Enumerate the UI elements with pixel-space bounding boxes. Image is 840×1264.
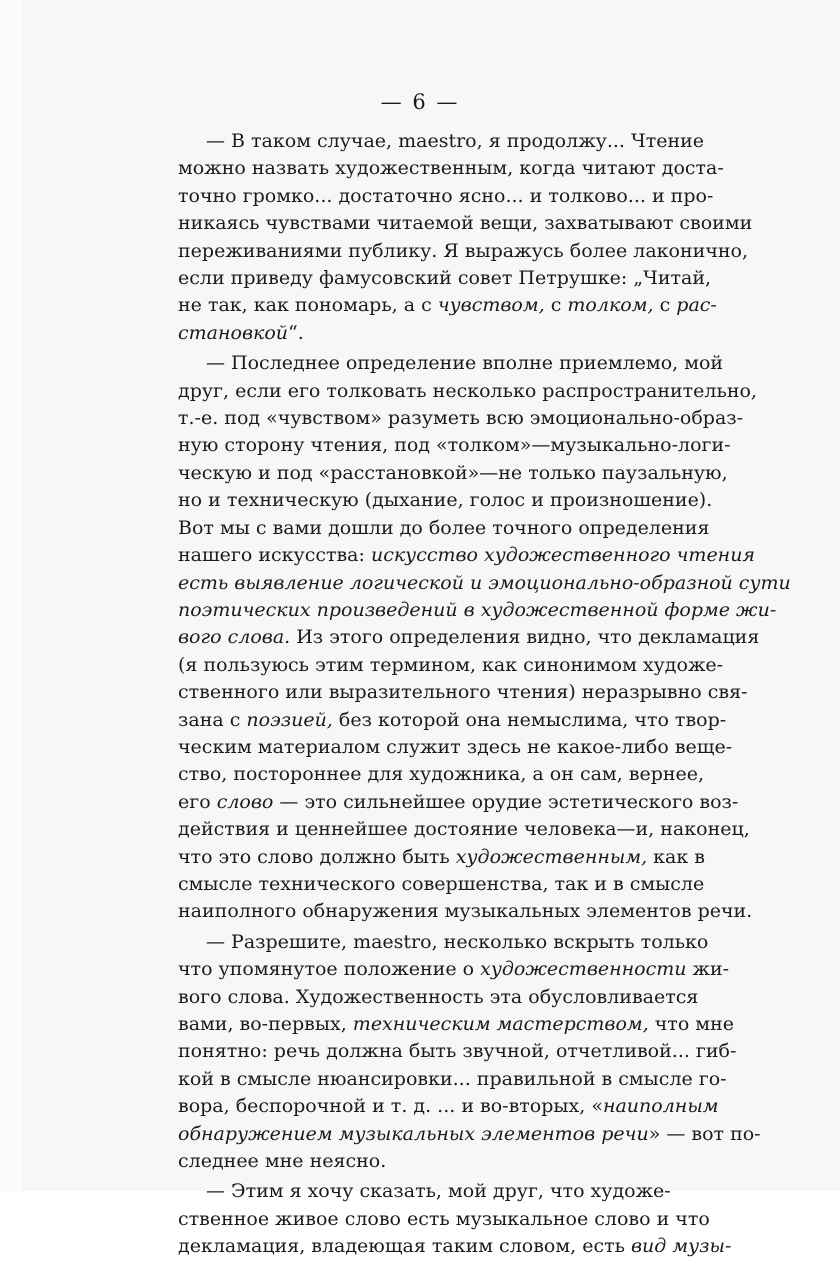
page-number: — 6 — <box>380 90 460 114</box>
body-text <box>150 128 791 1264</box>
italic-run: поэтических произведений в художественной форме жи- <box>178 598 777 621</box>
text-run: что упомянутое положение о <box>178 958 481 981</box>
text-line: — Этим я хочу сказать, мой друг, что художе- <box>206 1180 671 1203</box>
italic-run: искусство художественного чтения <box>370 544 756 567</box>
text-line <box>150 320 668 347</box>
text-line: но и техническую (дыхание, голос и произношение). <box>178 489 713 512</box>
italic-run: толком, <box>567 294 654 317</box>
text-line: ческим материалом служит здесь не какое-либо веще- <box>178 735 733 758</box>
paragraph-1 <box>150 128 753 347</box>
text-line: ную сторону чтения, под «толком»—музыкально-логи- <box>178 434 731 457</box>
text-line: ство, постороннее для художника, а он сам, вернее, <box>178 763 705 786</box>
text-run: » — вот по- <box>648 1122 761 1145</box>
text-line: смысле технического совершенства, так и в смысле <box>178 872 705 895</box>
italic-run: слово <box>216 790 274 813</box>
text-line: ческую и под «расстановкой»—не только паузальную, <box>178 461 728 484</box>
text-line: кой в смысле нюансировки... правильной в смысле го- <box>178 1067 727 1090</box>
text-line: — Разрешите, maestro, несколько вскрыть только <box>206 930 709 953</box>
text-line: (я пользуюсь этим термином, как синонимом художе- <box>178 653 724 676</box>
paragraph-2 <box>150 350 791 926</box>
text-line <box>150 597 777 624</box>
text-line <box>150 707 727 734</box>
text-line <box>150 570 791 597</box>
text-run: как в <box>647 845 705 868</box>
text-run: без которой она немыслима, что твор- <box>332 708 727 731</box>
text-run: что мне <box>648 1013 734 1035</box>
text-line: — Последнее определение вполне приемлемо, мой <box>206 352 724 375</box>
italic-run: вого слова. <box>178 626 291 649</box>
italic-run: обнаружением музыкальных элементов речи <box>178 1122 649 1145</box>
text-line <box>150 789 739 816</box>
text-run: нашего искусства: <box>178 544 371 567</box>
text-line: точно громко... достаточно ясно... и толково... и про- <box>178 184 714 207</box>
text-run: не так, как пономарь, а с <box>178 294 438 317</box>
text-line: следнее мне неясно. <box>178 1150 387 1173</box>
italic-run: становкой <box>178 321 289 344</box>
text-run: зана с <box>178 708 247 731</box>
text-line <box>150 292 717 319</box>
text-line: т.-е. под «чувством» разуметь всю эмоционально-образ- <box>178 407 744 430</box>
text-line: понятно: речь должна быть звучной, отчетливой... гиб- <box>178 1040 737 1063</box>
text-line <box>150 624 760 651</box>
text-run: вора, беспорочной и т. д. ... и во-вторых, « <box>178 1095 603 1118</box>
text-line: если приведу фамусовский совет Петрушке: „Читай, <box>178 267 712 290</box>
text-run: “. <box>288 321 304 344</box>
italic-run: художественности <box>480 958 687 981</box>
text-run: жи- <box>686 958 730 981</box>
text-line: можно назвать художественным, когда читают доста- <box>178 157 724 180</box>
text-run: его <box>178 790 217 813</box>
text-run: что это слово должно быть <box>178 845 456 868</box>
text-run: — это сильнейшее орудие эстетического воз- <box>273 790 739 813</box>
text-line <box>150 1233 732 1260</box>
text-line <box>150 1011 734 1038</box>
italic-run: чувством, <box>437 294 545 317</box>
text-line: никаясь чувствами читаемой вещи, захватывают своими <box>178 212 753 235</box>
text-line <box>150 1093 719 1120</box>
text-line <box>150 956 730 983</box>
text-line: друг, если его толковать несколько распространительно, <box>178 379 757 402</box>
text-line: Вот мы с вами дошли до более точного определения <box>178 516 710 539</box>
italic-run: есть выявление логической и эмоционально-образной сути <box>178 571 791 594</box>
text-line: ственное живое слово есть музыкальное слово и что <box>178 1207 710 1230</box>
text-run: с <box>544 294 568 317</box>
text-line <box>150 542 756 569</box>
text-line: — В таком случае, maestro, я продолжу... Чтение <box>206 130 705 152</box>
scan-margin <box>0 0 22 1191</box>
text-line: вого слова. Художественность эта обусловливается <box>178 985 699 1008</box>
text-run: вами, во-первых, <box>178 1013 353 1035</box>
text-run: Из этого определения видно, что декламация <box>290 626 760 649</box>
text-line: наиполного обнаружения музыкальных элементов речи. <box>178 900 753 923</box>
text-run: декламация, владеющая таким словом, есть <box>178 1235 631 1258</box>
italic-run: художественным, <box>455 845 648 868</box>
italic-run: наиполным <box>602 1095 719 1118</box>
text-line: переживаниями публику. Я выражусь более лаконично, <box>178 239 749 262</box>
text-line <box>150 1121 761 1148</box>
text-run: с <box>653 294 677 317</box>
italic-run: рас- <box>676 294 717 317</box>
text-line <box>150 844 705 871</box>
italic-run: поэзией, <box>246 708 333 731</box>
text-line: действия и ценнейшее достояние человека—и, наконец, <box>178 818 750 841</box>
italic-run: вид музы- <box>631 1235 732 1258</box>
paragraph-3 <box>150 929 761 1176</box>
italic-run: техническим мастерством, <box>352 1013 649 1035</box>
text-line: ственного или выразительного чтения) неразрывно свя- <box>178 681 748 704</box>
